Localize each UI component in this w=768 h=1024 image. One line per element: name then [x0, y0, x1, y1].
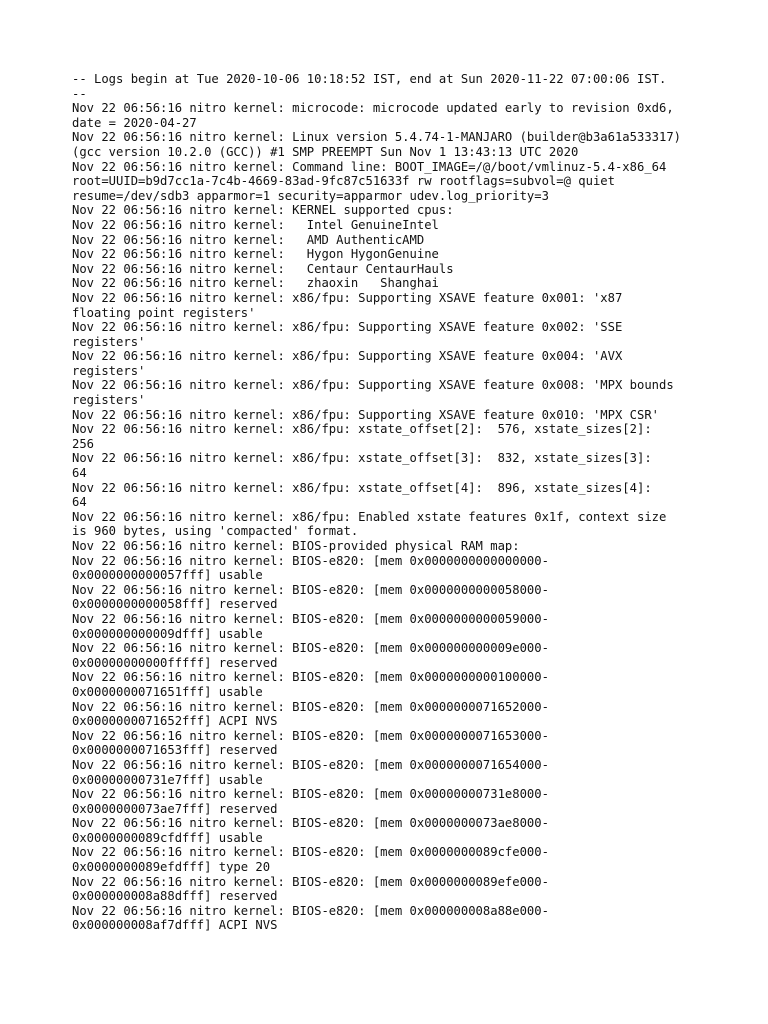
log-line: (gcc version 10.2.0 (GCC)) #1 SMP PREEMPT Sun Nov 1 13:43:13 UTC 2020	[72, 144, 579, 159]
log-line: Nov 22 06:56:16 nitro kernel: microcode: microcode updated early to revision 0xd6,	[72, 101, 674, 116]
log-line: 0x000000008a88dfff] reserved	[72, 889, 278, 904]
log-line: Nov 22 06:56:16 nitro kernel: KERNEL supported cpus:	[72, 203, 454, 218]
log-line: 0x00000000000fffff] reserved	[72, 655, 278, 670]
log-line: Nov 22 06:56:16 nitro kernel: x86/fpu: xstate_offset[2]: 576, xstate_sizes[2]:	[72, 422, 652, 437]
log-line: Nov 22 06:56:16 nitro kernel: BIOS-e820: [mem 0x0000000071653000-	[72, 728, 549, 743]
log-line: Nov 22 06:56:16 nitro kernel: Linux version 5.4.74-1-MANJARO (builder@b3a61a533317)	[72, 130, 682, 145]
log-line: Nov 22 06:56:16 nitro kernel: BIOS-e820: [mem 0x000000000009e000-	[72, 641, 549, 656]
log-line: Nov 22 06:56:16 nitro kernel: x86/fpu: Supporting XSAVE feature 0x004: 'AVX	[72, 349, 623, 364]
log-line: Nov 22 06:56:16 nitro kernel: x86/fpu: xstate_offset[3]: 832, xstate_sizes[3]:	[72, 451, 652, 466]
log-line: floating point registers'	[72, 305, 256, 320]
log-line: Nov 22 06:56:16 nitro kernel: BIOS-provided physical RAM map:	[72, 539, 520, 553]
log-line: -- Logs begin at Tue 2020-10-06 10:18:52 IST, end at Sun 2020-11-22 07:00:06 IST.	[72, 72, 667, 86]
log-line: Nov 22 06:56:16 nitro kernel: BIOS-e820: [mem 0x0000000071654000-	[72, 757, 549, 772]
log-line: resume=/dev/sdb3 apparmor=1 security=apparmor udev.log_priority=3	[72, 188, 549, 203]
log-line: Nov 22 06:56:16 nitro kernel: BIOS-e820: [mem 0x000000008a88e000-	[72, 903, 549, 918]
log-line: --	[72, 86, 87, 101]
log-line: Nov 22 06:56:16 nitro kernel: BIOS-e820: [mem 0x0000000089cfe000-	[72, 845, 549, 860]
log-line: Nov 22 06:56:16 nitro kernel: BIOS-e820: [mem 0x0000000089efe000-	[72, 874, 549, 889]
log-line: registers'	[72, 334, 146, 349]
log-line: Nov 22 06:56:16 nitro kernel: BIOS-e820: [mem 0x0000000073ae8000-	[72, 816, 549, 831]
log-line: Nov 22 06:56:16 nitro kernel: Command line: BOOT_IMAGE=/@/boot/vmlinuz-5.4-x86_64	[72, 159, 667, 174]
log-line: 0x0000000089cfdfff] usable	[72, 830, 263, 845]
log-line: 0x0000000071653fff] reserved	[72, 743, 278, 758]
log-line: Nov 22 06:56:16 nitro kernel: BIOS-e820: [mem 0x00000000731e8000-	[72, 787, 549, 802]
log-line: Nov 22 06:56:16 nitro kernel: x86/fpu: Supporting XSAVE feature 0x008: 'MPX bounds	[72, 378, 674, 393]
log-line: 0x00000000731e7fff] usable	[72, 772, 263, 787]
log-line: Nov 22 06:56:16 nitro kernel: BIOS-e820: [mem 0x0000000000000000-	[72, 553, 549, 568]
log-line: Nov 22 06:56:16 nitro kernel: BIOS-e820: [mem 0x0000000071652000-	[72, 699, 549, 714]
log-line: Nov 22 06:56:16 nitro kernel: Hygon HygonGenuine	[72, 247, 439, 262]
log-line: 0x0000000071652fff] ACPI NVS	[72, 714, 278, 729]
log-line: Nov 22 06:56:16 nitro kernel: x86/fpu: Supporting XSAVE feature 0x010: 'MPX CSR'	[72, 407, 659, 422]
log-line: 0x0000000089efdfff] type 20	[72, 860, 271, 875]
log-line: 0x0000000073ae7fff] reserved	[72, 801, 278, 816]
log-line: 0x000000000009dfff] usable	[72, 626, 263, 641]
log-line: Nov 22 06:56:16 nitro kernel: BIOS-e820: [mem 0x0000000000059000-	[72, 611, 549, 626]
log-line: 64	[72, 495, 87, 510]
log-line: root=UUID=b9d7cc1a-7c4b-4669-83ad-9fc87c51633f rw rootflags=subvol=@ quiet	[72, 174, 615, 189]
log-line: date = 2020-04-27	[72, 115, 197, 130]
log-line: Nov 22 06:56:16 nitro kernel: Centaur CentaurHauls	[72, 261, 454, 276]
log-line: 0x0000000000057fff] usable	[72, 568, 263, 583]
log-line: Nov 22 06:56:16 nitro kernel: x86/fpu: xstate_offset[4]: 896, xstate_sizes[4]:	[72, 480, 652, 495]
log-line: 0x000000008af7dfff] ACPI NVS	[72, 918, 278, 933]
log-line: 0x0000000000058fff] reserved	[72, 597, 278, 612]
log-line: Nov 22 06:56:16 nitro kernel: zhaoxin Shanghai	[72, 276, 439, 291]
log-line: Nov 22 06:56:16 nitro kernel: x86/fpu: Supporting XSAVE feature 0x001: 'x87	[72, 290, 623, 305]
log-line: Nov 22 06:56:16 nitro kernel: BIOS-e820: [mem 0x0000000000058000-	[72, 582, 549, 597]
log-line: registers'	[72, 393, 146, 408]
log-line: is 960 bytes, using 'compacted' format.	[72, 524, 359, 539]
log-line: registers'	[72, 363, 146, 378]
log-line: Nov 22 06:56:16 nitro kernel: BIOS-e820: [mem 0x0000000000100000-	[72, 670, 549, 685]
log-line: 0x0000000071651fff] usable	[72, 684, 263, 699]
log-line: 256	[72, 436, 95, 451]
log-line: Nov 22 06:56:16 nitro kernel: Intel GenuineIntel	[72, 217, 439, 232]
log-document	[72, 72, 712, 933]
log-line: Nov 22 06:56:16 nitro kernel: x86/fpu: Supporting XSAVE feature 0x002: 'SSE	[72, 320, 623, 335]
log-line: 64	[72, 466, 87, 481]
log-line: Nov 22 06:56:16 nitro kernel: x86/fpu: Enabled xstate features 0x1f, context size	[72, 509, 667, 524]
log-line: Nov 22 06:56:16 nitro kernel: AMD AuthenticAMD	[72, 232, 425, 247]
